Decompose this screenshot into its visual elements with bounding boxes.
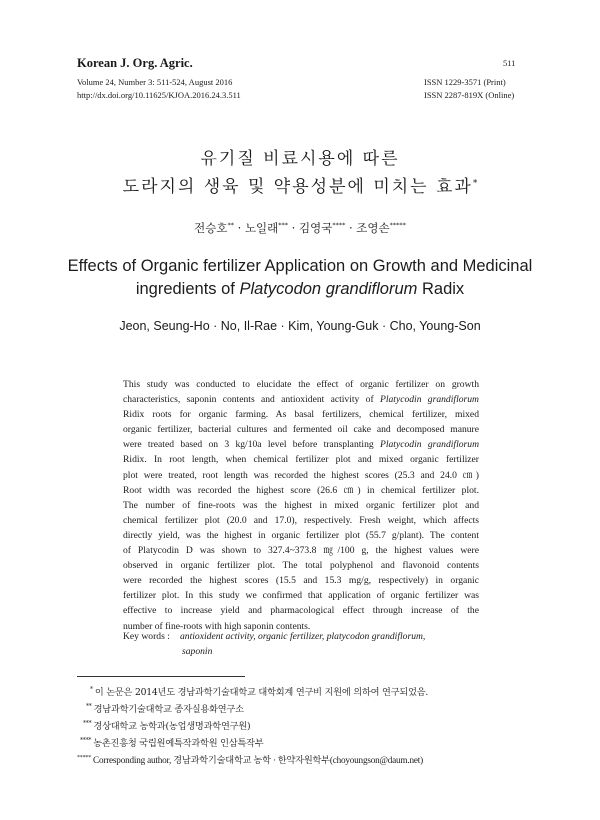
page-number: 511 (503, 58, 516, 68)
keywords-label: Key words : (123, 631, 170, 642)
english-title-post: Radix (417, 280, 465, 298)
keywords-line-1: antioxident activity, organic fertilizer, platycodon grandiflorum, (180, 631, 426, 642)
korean-author-2-mark: *** (278, 221, 289, 230)
abstract (123, 377, 479, 634)
english-title-pre: ingredients of (135, 280, 240, 298)
footnote-5-mark: ***** (77, 754, 92, 761)
footnote-2-text: 경남과학기술대학교 종자실용화연구소 (93, 704, 244, 715)
abstract-line: fertilizer plot. In this study we confirmed that application of organic fertilizer was (123, 590, 479, 602)
footnote-1 (90, 684, 428, 698)
korean-author-1-mark: ** (227, 221, 234, 230)
korean-title-line-2 (0, 172, 600, 197)
footnote-5 (77, 752, 423, 766)
korean-author-3-mark: **** (332, 221, 346, 230)
author-separator: · (345, 221, 357, 235)
abstract-line: This study was conducted to elucidate the effect of organic fertilizer on growth (123, 379, 479, 390)
abstract-line: of Platycodin D was shown to 327.4~373.8 ㎎/100 g, the highest values were (123, 545, 479, 557)
abstract-line: characteristics, saponin contents and antioxident activity of Platycodin grandiflorum (123, 394, 479, 406)
abstract-line: directly yield, was the highest in organic fertilizer plot (55.7 g/plant). The content (123, 529, 479, 541)
english-title-line-1: Effects of Organic fertilizer Application on Growth and Medicinal (67, 257, 533, 275)
footnote-divider (77, 676, 245, 677)
abstract-line: plot were treated, root length was recorded the highest scores (25.3 and 24.0 ㎝) (123, 469, 479, 481)
issn-print: ISSN 1229-3571 (Print) (424, 77, 506, 87)
footnote-5-text[interactable]: Corresponding author, 경남과학기술대학교 농학 · 한약자원학부(choyoungson@daum.net) (93, 755, 423, 765)
english-title-species: Platycodon grandiflorum (239, 280, 418, 298)
korean-author-4-mark: ***** (389, 221, 406, 230)
abstract-species-name: Platycodin grandiflorum (379, 394, 479, 406)
korean-author-1: 전승호 (194, 221, 228, 235)
footnote-4 (80, 735, 263, 749)
abstract-line: organic fertilizer, bacterial cultures and fermented oil cake and decomposed manure (123, 424, 479, 436)
abstract-line: were recorded the highest scores (15.5 and 15.3 mg/g, respectively) in organic (123, 575, 479, 587)
korean-title-line-1: 유기질 비료시용에 따른 (200, 149, 400, 169)
abstract-line: effective to increase yield and pharmacological effect through increase of the (123, 605, 479, 617)
english-title-line-2 (0, 280, 600, 299)
korean-author-3: 김영국 (298, 221, 333, 235)
journal-name: Korean J. Org. Agric. (77, 56, 193, 70)
footnote-3 (83, 718, 250, 732)
footnote-2 (86, 701, 244, 715)
issn-online: ISSN 2287-819X (Online) (424, 90, 515, 100)
abstract-line: chemical fertilizer plot (20.0 and 17.0), respectively. Fresh weight, which affects (123, 514, 479, 526)
footnote-2-mark: ** (86, 702, 92, 710)
abstract-species-name: Platycodin grandiflorum (379, 439, 479, 451)
korean-author-2: 노일래 (244, 221, 279, 235)
volume-line: Volume 24, Number 3: 511-524, August 2016 (77, 77, 233, 87)
author-separator: · (288, 221, 299, 235)
english-authors: Jeon, Seung-Ho · No, Il-Rae · Kim, Young-Guk · Cho, Young-Son (119, 319, 481, 333)
footnote-1-text: 이 논문은 2014년도 경남과학기술대학교 대학회계 연구비 지원에 의하여 연구되었음. (94, 687, 429, 698)
abstract-line: Root width was recorded the highest score (26.6 ㎝) in chemical fertilizer plot. (123, 484, 479, 496)
keywords-list (180, 629, 480, 659)
korean-authors (0, 220, 600, 236)
korean-title-line-2-text: 도라지의 생육 및 약용성분에 미치는 효과 (122, 177, 473, 197)
abstract-line: Ridix roots for organic farming. As basal fertilizers, chemical fertilizer, mixed (123, 409, 479, 421)
footnote-4-mark: **** (80, 736, 92, 744)
abstract-line: number of fine-roots with high saponin contents. (123, 620, 311, 632)
doi-line[interactable]: http://dx.doi.org/10.11625/KJOA.2016.24.3.511 (77, 90, 241, 100)
keywords-line-2: saponin (182, 646, 213, 658)
abstract-line: observed in organic fertilizer plot. The total polyphenol and flavonoid contents (123, 560, 479, 572)
footnote-3-text: 경상대학교 농학과(농업생명과학연구원) (93, 721, 251, 732)
footnote-4-text: 농촌진흥청 국립원예특작과학원 인삼특작부 (93, 738, 264, 749)
title-footnote-mark: * (472, 178, 478, 189)
korean-author-4: 조영손 (356, 221, 390, 235)
abstract-line: were treated based on 3 kg/10a level before transplanting Platycodin grandiflorum (123, 439, 479, 451)
abstract-line: The number of fine-roots was the highest in mixed organic fertilizer plot and (123, 499, 479, 511)
footnote-1-mark: * (90, 685, 93, 693)
footnote-3-mark: *** (83, 719, 92, 727)
author-separator: · (233, 221, 245, 235)
abstract-line: Ridix. In root length, when chemical fertilizer plot and mixed organic fertilizer (123, 454, 479, 466)
